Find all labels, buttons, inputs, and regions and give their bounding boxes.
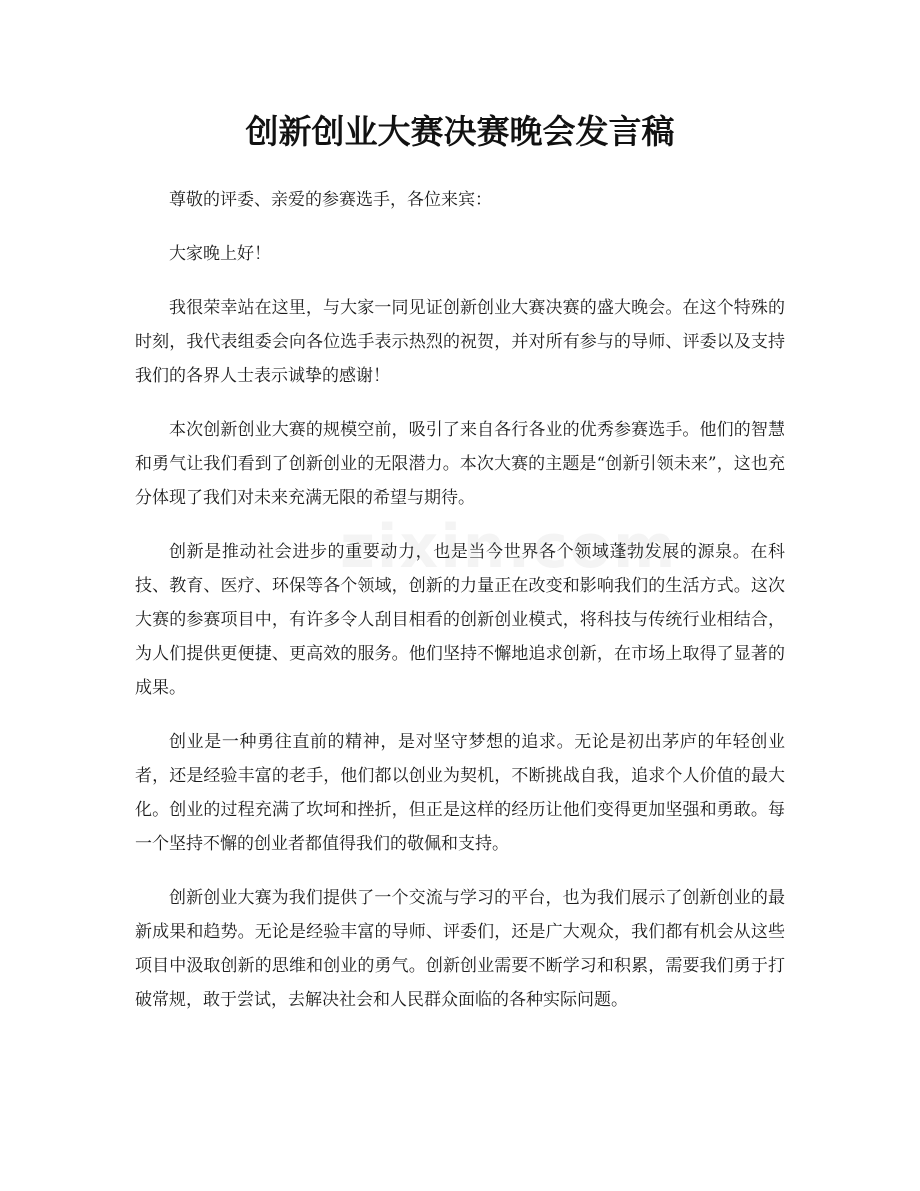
body-paragraph-2: 本次创新创业大赛的规模空前，吸引了来自各行各业的优秀参赛选手。他们的智慧和勇气让我们看到了创新创业的无限潜力。本次大赛的主题是“创新引领未来”，这也充分体现了我们对未来充满无限的希望与期待。	[135, 420, 785, 508]
body-paragraph-5: 创新创业大赛为我们提供了一个交流与学习的平台，也为我们展示了创新创业的最新成果和趋势。无论是经验丰富的导师、评委们，还是广大观众，我们都有机会从这些项目中汲取创新的思维和创业的勇气。创新创业需要不断学习和积累，需要我们勇于打破常规，敢于尝试，去解决社会和人民群众面临的各种实际问题。	[135, 888, 785, 1010]
greeting-paragraph: 大家晚上好！	[169, 244, 271, 264]
document-title: 创新创业大赛决赛晚会发言稿	[245, 112, 675, 151]
salutation-paragraph: 尊敬的评委、亲爱的参赛选手，各位来宾：	[169, 190, 492, 210]
document-body	[135, 183, 785, 1037]
body-paragraph-4: 创业是一种勇往直前的精神，是对坚守梦想的追求。无论是初出茅庐的年轻创业者，还是经验丰富的老手，他们都以创业为契机，不断挑战自我，追求个人价值的最大化。创业的过程充满了坎坷和挫折，但正是这样的经历让他们变得更加坚强和勇敢。每一个坚持不懈的创业者都值得我们的敬佩和支持。	[135, 732, 785, 854]
body-paragraph-1: 我很荣幸站在这里，与大家一同见证创新创业大赛决赛的盛大晚会。在这个特殊的时刻，我代表组委会向各位选手表示热烈的祝贺，并对所有参与的导师、评委以及支持我们的各界人士表示诚挚的感谢！	[135, 298, 785, 386]
body-paragraph-3: 创新是推动社会进步的重要动力，也是当今世界各个领域蓬勃发展的源泉。在科技、教育、医疗、环保等各个领域，创新的力量正在改变和影响我们的生活方式。这次大赛的参赛项目中，有许多令人刮目相看的创新创业模式，将科技与传统行业相结合，为人们提供更便捷、更高效的服务。他们坚持不懈地追求创新，在市场上取得了显著的成果。	[135, 542, 785, 698]
